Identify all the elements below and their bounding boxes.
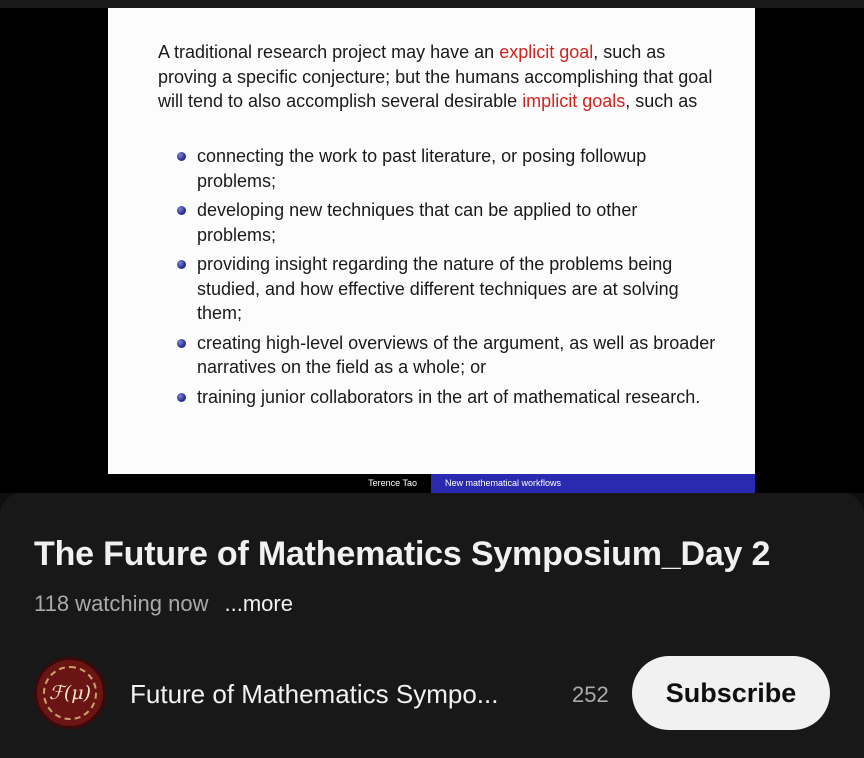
slide-intro-paragraph: [158, 40, 718, 114]
bullet-text: training junior collaborators in the art of mathematical research.: [197, 386, 701, 407]
slide-bullet-list: [176, 144, 716, 414]
intro-text-3: , such as: [625, 91, 698, 111]
bullet-item: [176, 331, 716, 380]
slide-footer-author: Terence Tao: [108, 474, 431, 493]
subscriber-count: 252: [572, 682, 609, 707]
bullet-dot-icon: [177, 260, 186, 269]
bullet-item: [176, 385, 716, 410]
bullet-text: developing new techniques that can be applied to other problems;: [197, 200, 638, 245]
more-link[interactable]: ...more: [224, 591, 293, 616]
slide-footer-talk-title: New mathematical workflows: [431, 474, 755, 493]
watching-count: 118 watching now: [34, 591, 209, 616]
video-top-bar: [0, 0, 864, 8]
bullet-item: [176, 198, 716, 247]
subscribe-button[interactable]: Subscribe: [632, 656, 830, 730]
presentation-slide: [108, 8, 755, 474]
channel-name[interactable]: Future of Mathematics Sympo...: [130, 679, 499, 709]
explicit-goal-highlight: explicit goal: [499, 42, 594, 62]
bullet-dot-icon: [177, 339, 186, 348]
video-info-panel: [0, 493, 864, 758]
slide-footer: [108, 474, 755, 493]
bullet-item: [176, 252, 716, 326]
intro-text-2: , such as proving a specific conjecture; but the humans accomplishing that goal will tend to also accomplish several desirable: [158, 42, 713, 111]
video-meta: [34, 591, 293, 617]
video-title[interactable]: The Future of Mathematics Symposium_Day 2: [34, 535, 771, 573]
bullet-text: creating high-level overviews of the argument, as well as broader narratives on the field as a whole; or: [197, 332, 716, 377]
bullet-text: providing insight regarding the nature of the problems being studied, and how effective different techniques are at solving them;: [197, 254, 679, 323]
bullet-text: connecting the work to past literature, or posing followup problems;: [197, 146, 647, 191]
bullet-dot-icon: [177, 152, 186, 161]
avatar-logo-text: ℱ(μ): [48, 682, 92, 704]
bullet-dot-icon: [177, 393, 186, 402]
bullet-dot-icon: [177, 206, 186, 215]
channel-avatar[interactable]: [34, 657, 106, 729]
intro-text-1: A traditional research project may have an: [158, 42, 500, 62]
bullet-item: [176, 144, 716, 193]
implicit-goals-highlight: implicit goals: [522, 91, 626, 111]
